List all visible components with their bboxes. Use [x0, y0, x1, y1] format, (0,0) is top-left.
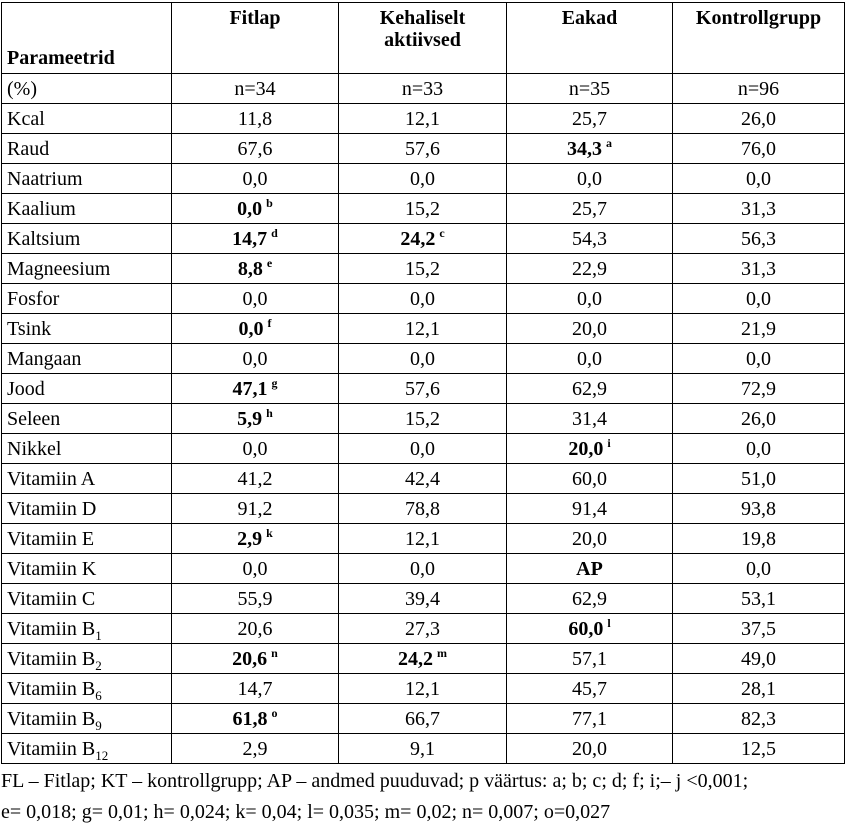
table-cell	[507, 404, 673, 434]
row-label-text: Naatrium	[7, 167, 83, 190]
table-cell	[339, 224, 507, 254]
significance-note: h	[266, 405, 273, 420]
table-cell	[673, 584, 845, 614]
cell-value: 12,1	[405, 107, 440, 130]
header-elderly: Eakad	[507, 3, 673, 74]
cell-value: 72,9	[741, 377, 776, 400]
row-label	[2, 434, 172, 464]
table-cell	[172, 644, 339, 674]
table-cell	[339, 104, 507, 134]
table-cell	[172, 194, 339, 224]
footnote-line: e= 0,018; g= 0,01; h= 0,024; k= 0,04; l= 0,035; m= 0,02; n= 0,007; o=0,027	[1, 801, 611, 823]
cell-value: 12,5	[741, 737, 776, 760]
table-cell	[172, 104, 339, 134]
table-cell	[172, 704, 339, 734]
cell-value: 19,8	[741, 527, 776, 550]
table-cell	[507, 314, 673, 344]
table-header	[2, 3, 845, 74]
cell-value: 55,9	[237, 587, 273, 610]
row-label	[2, 674, 172, 704]
cell-value: 57,6	[405, 377, 440, 400]
cell-value: 24,2	[400, 227, 436, 250]
table-cell	[339, 254, 507, 284]
cell-value: 20,6	[237, 617, 273, 640]
table-cell	[172, 134, 339, 164]
cell-value: 93,8	[741, 497, 776, 520]
table-cell	[172, 734, 339, 764]
header-parameters: Parameetrid	[2, 3, 172, 74]
vitamin-subscript: 2	[95, 657, 102, 673]
cell-value: 47,1	[232, 377, 268, 400]
header-active: Kehaliselt aktiivsed	[339, 3, 507, 74]
table-cell	[172, 74, 339, 104]
table-cell	[339, 704, 507, 734]
cell-value: 28,1	[741, 677, 776, 700]
cell-value: 31,4	[572, 407, 607, 430]
cell-value: AP	[576, 557, 603, 580]
header-row	[2, 3, 845, 74]
cell-value: 20,0	[572, 527, 607, 550]
cell-value: 0,0	[242, 557, 268, 580]
cell-value: 0,0	[410, 437, 435, 460]
cell-value: 57,6	[405, 137, 440, 160]
row-label	[2, 404, 172, 434]
table-cell	[507, 734, 673, 764]
table-cell	[339, 584, 507, 614]
cell-value: 0,0	[410, 287, 435, 310]
table-cell	[172, 464, 339, 494]
cell-value: 0,0	[746, 287, 771, 310]
cell-value: n=35	[568, 77, 611, 100]
cell-value: 67,6	[237, 137, 273, 160]
row-label	[2, 494, 172, 524]
cell-value: 45,7	[572, 677, 607, 700]
table-row	[2, 674, 845, 704]
footnote-line: FL – Fitlap; KT – kontrollgrupp; AP – andmed puuduvad; p väärtus: a; b; c; d; f; i;– j <0,001;	[1, 770, 749, 792]
cell-value: 31,3	[741, 197, 776, 220]
row-label	[2, 284, 172, 314]
cell-value: n=96	[737, 77, 780, 100]
cell-value: 0,0	[746, 437, 771, 460]
table-row	[2, 194, 845, 224]
row-label	[2, 584, 172, 614]
cell-value: 14,7	[232, 227, 268, 250]
cell-value: 2,9	[242, 737, 268, 760]
significance-note: n	[271, 645, 278, 660]
row-label	[2, 704, 172, 734]
table-cell	[507, 74, 673, 104]
table-cell	[339, 734, 507, 764]
vitamin-subscript: 9	[95, 717, 102, 733]
table-body	[2, 74, 845, 764]
cell-value: 53,1	[741, 587, 776, 610]
row-label-text: Fosfor	[7, 287, 60, 310]
table-cell	[339, 374, 507, 404]
table-row	[2, 344, 845, 374]
table-cell	[673, 254, 845, 284]
table-cell	[339, 494, 507, 524]
cell-value: n=34	[234, 77, 276, 100]
row-label-text: Jood	[7, 377, 45, 400]
cell-value: 41,2	[237, 467, 273, 490]
cell-value: 24,2	[398, 647, 433, 670]
row-label	[2, 314, 172, 344]
significance-note: m	[437, 645, 447, 660]
row-label-text: (%)	[7, 77, 37, 100]
table-cell	[507, 194, 673, 224]
cell-value: 21,9	[741, 317, 776, 340]
table-row	[2, 374, 845, 404]
table-cell	[673, 164, 845, 194]
cell-value: 54,3	[572, 227, 607, 250]
cell-value: 22,9	[572, 257, 607, 280]
table-cell	[673, 434, 845, 464]
document-page	[1, 2, 845, 828]
row-label-text: Magneesium	[7, 257, 111, 280]
row-label-text: Kcal	[7, 107, 45, 130]
cell-value: 0,0	[242, 437, 268, 460]
table-cell	[673, 554, 845, 584]
cell-value: 2,9	[237, 527, 263, 550]
table-cell	[339, 554, 507, 584]
vitamin-subscript: 1	[95, 627, 102, 643]
cell-value: 82,3	[741, 707, 776, 730]
row-label-text: Vitamiin B	[7, 617, 96, 640]
cell-value: 51,0	[741, 467, 776, 490]
significance-note: e	[266, 255, 273, 270]
row-label-text: Vitamiin C	[7, 587, 96, 610]
cell-value: 34,3	[567, 137, 602, 160]
table-row	[2, 524, 845, 554]
nutrient-table	[1, 2, 845, 764]
table-row	[2, 254, 845, 284]
cell-value: 77,1	[572, 707, 607, 730]
table-cell	[673, 674, 845, 704]
table-row	[2, 164, 845, 194]
significance-note: i	[607, 435, 611, 450]
table-cell	[673, 374, 845, 404]
row-label-text: Kaltsium	[7, 227, 81, 250]
cell-value: 60,0	[572, 467, 607, 490]
row-label	[2, 734, 172, 764]
vitamin-subscript: 6	[95, 687, 102, 703]
table-cell	[507, 674, 673, 704]
significance-note: a	[606, 135, 612, 150]
cell-value: 25,7	[572, 107, 607, 130]
table-row	[2, 734, 845, 764]
significance-note: g	[271, 375, 278, 390]
header-control: Kontrollgrupp	[673, 3, 845, 74]
table-cell	[339, 74, 507, 104]
table-cell	[172, 344, 339, 374]
cell-value: 20,0	[572, 317, 607, 340]
significance-note: k	[266, 525, 273, 540]
cell-value: 27,3	[405, 617, 440, 640]
table-cell	[339, 434, 507, 464]
row-label	[2, 224, 172, 254]
table-cell	[339, 284, 507, 314]
table-row	[2, 224, 845, 254]
table-row	[2, 134, 845, 164]
cell-value: 12,1	[405, 317, 440, 340]
significance-note: f	[267, 315, 272, 330]
cell-value: 15,2	[405, 407, 440, 430]
row-label	[2, 194, 172, 224]
row-label	[2, 134, 172, 164]
table-cell	[172, 254, 339, 284]
row-label-text: Vitamiin D	[7, 497, 97, 520]
cell-value: 12,1	[405, 527, 440, 550]
table-cell	[507, 524, 673, 554]
significance-note: l	[607, 615, 611, 630]
cell-value: 0,0	[746, 557, 771, 580]
table-cell	[339, 524, 507, 554]
table-cell	[339, 614, 507, 644]
table-cell	[673, 104, 845, 134]
cell-value: 11,8	[237, 107, 273, 130]
table-cell	[172, 524, 339, 554]
table-cell	[507, 254, 673, 284]
cell-value: 20,6	[232, 647, 268, 670]
row-label	[2, 464, 172, 494]
cell-value: 5,9	[237, 407, 263, 430]
table-cell	[507, 374, 673, 404]
table-footnote	[1, 766, 844, 828]
table-cell	[507, 494, 673, 524]
table-cell	[339, 194, 507, 224]
table-cell	[673, 224, 845, 254]
row-label	[2, 254, 172, 284]
table-cell	[673, 194, 845, 224]
cell-value: 91,4	[572, 497, 607, 520]
table-cell	[673, 614, 845, 644]
row-label	[2, 164, 172, 194]
significance-note: d	[271, 225, 278, 240]
table-row	[2, 704, 845, 734]
cell-value: 20,0	[568, 437, 604, 460]
significance-note: b	[266, 195, 273, 210]
table-cell	[172, 554, 339, 584]
table-cell	[507, 284, 673, 314]
row-label-text: Vitamiin A	[7, 467, 96, 490]
cell-value: 25,7	[572, 197, 607, 220]
cell-value: 20,0	[572, 737, 607, 760]
table-cell	[339, 464, 507, 494]
significance-note: c	[439, 225, 445, 240]
cell-value: 31,3	[741, 257, 776, 280]
table-cell	[507, 554, 673, 584]
cell-value: 0,0	[410, 557, 435, 580]
table-cell	[339, 314, 507, 344]
row-label-text: Vitamiin B	[7, 737, 96, 760]
row-label	[2, 74, 172, 104]
table-cell	[673, 314, 845, 344]
cell-value: 0,0	[242, 287, 268, 310]
cell-value: 66,7	[405, 707, 440, 730]
cell-value: 8,8	[237, 257, 263, 280]
table-row	[2, 644, 845, 674]
table-cell	[507, 224, 673, 254]
table-cell	[172, 224, 339, 254]
table-cell	[507, 464, 673, 494]
table-cell	[172, 164, 339, 194]
cell-value: 49,0	[741, 647, 776, 670]
cell-value: 0,0	[577, 287, 602, 310]
cell-value: 0,0	[242, 167, 268, 190]
row-label-text: Kaalium	[7, 197, 76, 220]
cell-value: 26,0	[741, 407, 776, 430]
table-cell	[673, 734, 845, 764]
table-cell	[507, 104, 673, 134]
table-row	[2, 554, 845, 584]
table-cell	[507, 434, 673, 464]
table-cell	[507, 344, 673, 374]
cell-value: 61,8	[232, 707, 268, 730]
table-cell	[507, 164, 673, 194]
cell-value: 15,2	[405, 197, 440, 220]
cell-value: 42,4	[405, 467, 440, 490]
row-label-text: Nikkel	[7, 437, 62, 460]
table-cell	[673, 464, 845, 494]
cell-value: 37,5	[741, 617, 776, 640]
table-cell	[673, 644, 845, 674]
row-label-text: Vitamiin B	[7, 647, 96, 670]
row-label	[2, 644, 172, 674]
table-cell	[172, 284, 339, 314]
cell-value: 0,0	[237, 197, 263, 220]
table-cell	[673, 704, 845, 734]
cell-value: 76,0	[741, 137, 776, 160]
table-cell	[172, 494, 339, 524]
cell-value: 0,0	[746, 167, 771, 190]
cell-value: n=33	[401, 77, 444, 100]
table-row	[2, 464, 845, 494]
table-row	[2, 104, 845, 134]
table-row	[2, 74, 845, 104]
table-row	[2, 434, 845, 464]
table-cell	[507, 704, 673, 734]
row-label-text: Vitamiin E	[7, 527, 95, 550]
table-cell	[673, 74, 845, 104]
cell-value: 0,0	[577, 167, 602, 190]
cell-value: 0,0	[410, 347, 435, 370]
table-row	[2, 404, 845, 434]
table-cell	[172, 404, 339, 434]
cell-value: 12,1	[405, 677, 440, 700]
cell-value: 0,0	[746, 347, 771, 370]
table-cell	[339, 164, 507, 194]
table-row	[2, 284, 845, 314]
table-row	[2, 584, 845, 614]
cell-value: 0,0	[577, 347, 602, 370]
row-label	[2, 374, 172, 404]
vitamin-subscript: 12	[95, 747, 109, 763]
table-cell	[339, 344, 507, 374]
cell-value: 0,0	[238, 317, 264, 340]
cell-value: 39,4	[405, 587, 440, 610]
row-label	[2, 524, 172, 554]
table-cell	[673, 344, 845, 374]
table-cell	[339, 674, 507, 704]
table-cell	[172, 374, 339, 404]
table-cell	[673, 524, 845, 554]
table-cell	[172, 434, 339, 464]
table-cell	[507, 644, 673, 674]
cell-value: 15,2	[405, 257, 440, 280]
table-cell	[339, 404, 507, 434]
cell-value: 62,9	[572, 587, 607, 610]
table-cell	[673, 494, 845, 524]
row-label-text: Raud	[7, 137, 50, 160]
row-label-text: Vitamiin B	[7, 677, 96, 700]
cell-value: 57,1	[572, 647, 607, 670]
table-row	[2, 614, 845, 644]
table-row	[2, 494, 845, 524]
cell-value: 62,9	[572, 377, 607, 400]
significance-note: o	[271, 705, 278, 720]
row-label-text: Tsink	[7, 317, 52, 340]
header-fitlap: Fitlap	[172, 3, 339, 74]
cell-value: 56,3	[741, 227, 776, 250]
table-cell	[172, 674, 339, 704]
cell-value: 0,0	[242, 347, 268, 370]
cell-value: 0,0	[410, 167, 435, 190]
table-cell	[339, 644, 507, 674]
row-label-text: Mangaan	[7, 347, 82, 370]
row-label	[2, 614, 172, 644]
table-row	[2, 314, 845, 344]
row-label-text: Vitamiin B	[7, 707, 96, 730]
table-cell	[172, 584, 339, 614]
cell-value: 78,8	[405, 497, 440, 520]
cell-value: 14,7	[237, 677, 273, 700]
table-cell	[673, 404, 845, 434]
row-label-text: Vitamiin K	[7, 557, 97, 580]
cell-value: 26,0	[741, 107, 776, 130]
cell-value: 60,0	[568, 617, 604, 640]
table-cell	[507, 134, 673, 164]
cell-value: 9,1	[410, 737, 435, 760]
table-cell	[673, 134, 845, 164]
row-label-text: Seleen	[7, 407, 61, 430]
table-cell	[673, 284, 845, 314]
row-label	[2, 344, 172, 374]
row-label	[2, 554, 172, 584]
cell-value: 91,2	[237, 497, 273, 520]
table-cell	[507, 584, 673, 614]
table-cell	[172, 614, 339, 644]
table-cell	[172, 314, 339, 344]
row-label	[2, 104, 172, 134]
table-cell	[507, 614, 673, 644]
table-cell	[339, 134, 507, 164]
